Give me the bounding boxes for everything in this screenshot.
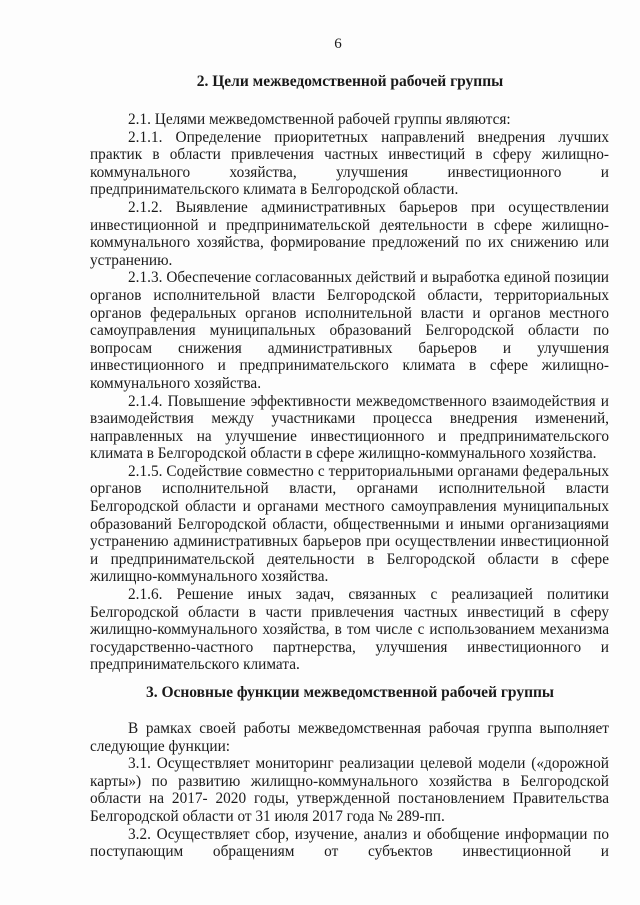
page-number: 6 — [334, 36, 342, 52]
section-2-body — [90, 111, 609, 674]
paragraph-2-1-2: 2.1.2. Выявление административных барьеров при осуществлении инвестиционной и предпринимательской деятельности в сфере жилищно-коммунального хозяйства, формирование предложений по их снижению или устранению. — [90, 198, 609, 269]
paragraph-2-1: 2.1. Целями межведомственной рабочей группы являются: — [128, 111, 511, 128]
paragraph-3-1: 3.1. Осуществляет мониторинг реализации целевой модели («дорожной карты») по развитию жилищно-коммунального хозяйства в Белгородской области на 2017- 2020 годы, утвержденной постановлением Правительства Белгородской области от 31 июля 2017 года № 289-пп. — [90, 755, 609, 825]
section-3-heading: 3. Основные функции межведомственной рабочей группы — [145, 684, 555, 701]
paragraph-2-1-3: 2.1.3. Обеспечение согласованных действий и выработка единой позиции органов исполнительной власти Белгородской области, территориальных органов федеральных органов исполнительной власти и органов местного самоуправления муниципальных образований Белгородской области по вопросам снижения административных барьеров и улучшения инвестиционного и предпринимательского климата в сфере жилищно-коммунального хозяйства. — [90, 269, 609, 392]
paragraph-2-1-1: 2.1.1. Определение приоритетных направлений внедрения лучших практик в области привлечения частных инвестиций в сферу жилищно-коммунального хозяйства, улучшения инвестиционного и предпринимательского климата в Белгородской области. — [90, 128, 609, 199]
section-2-heading: 2. Цели межведомственной рабочей группы — [196, 73, 504, 90]
paragraph-2-1-6: 2.1.6. Решение иных задач, связанных с реализацией политики Белгородской области в части привлечения частных инвестиций в сферу жилищно-коммунального хозяйства, в том числе с использованием механизма государственно-частного партнерства, улучшения инвестиционного и предпринимательского климата. — [90, 586, 609, 674]
paragraph-2-1-5: 2.1.5. Содействие совместно с территориальными органами федеральных органов исполнительной власти, органами исполнительной власти Белгородской области и органами местного самоуправления муниципальных образований Белгородской области, общественными и иными организациями устранению административных барьеров при осуществлении инвестиционной и предпринимательской деятельности в Белгородской области в сфере жилищно-коммунального хозяйства. — [90, 462, 609, 586]
section-3-body — [90, 720, 609, 861]
paragraph-3-2: 3.2. Осуществляет сбор, изучение, анализ и обобщение информации по поступающим обращениям от субъектов инвестиционной и — [90, 825, 609, 861]
paragraph-2-1-4: 2.1.4. Повышение эффективности межведомственного взаимодействия и взаимодействия между участниками процесса внедрения изменений, направленных на улучшение инвестиционного и предпринимательского климата в Белгородской области в сфере жилищно-коммунального хозяйства. — [90, 392, 609, 463]
paragraph-3-intro: В рамках своей работы межведомственная рабочая группа выполняет следующие функции: — [90, 720, 609, 755]
